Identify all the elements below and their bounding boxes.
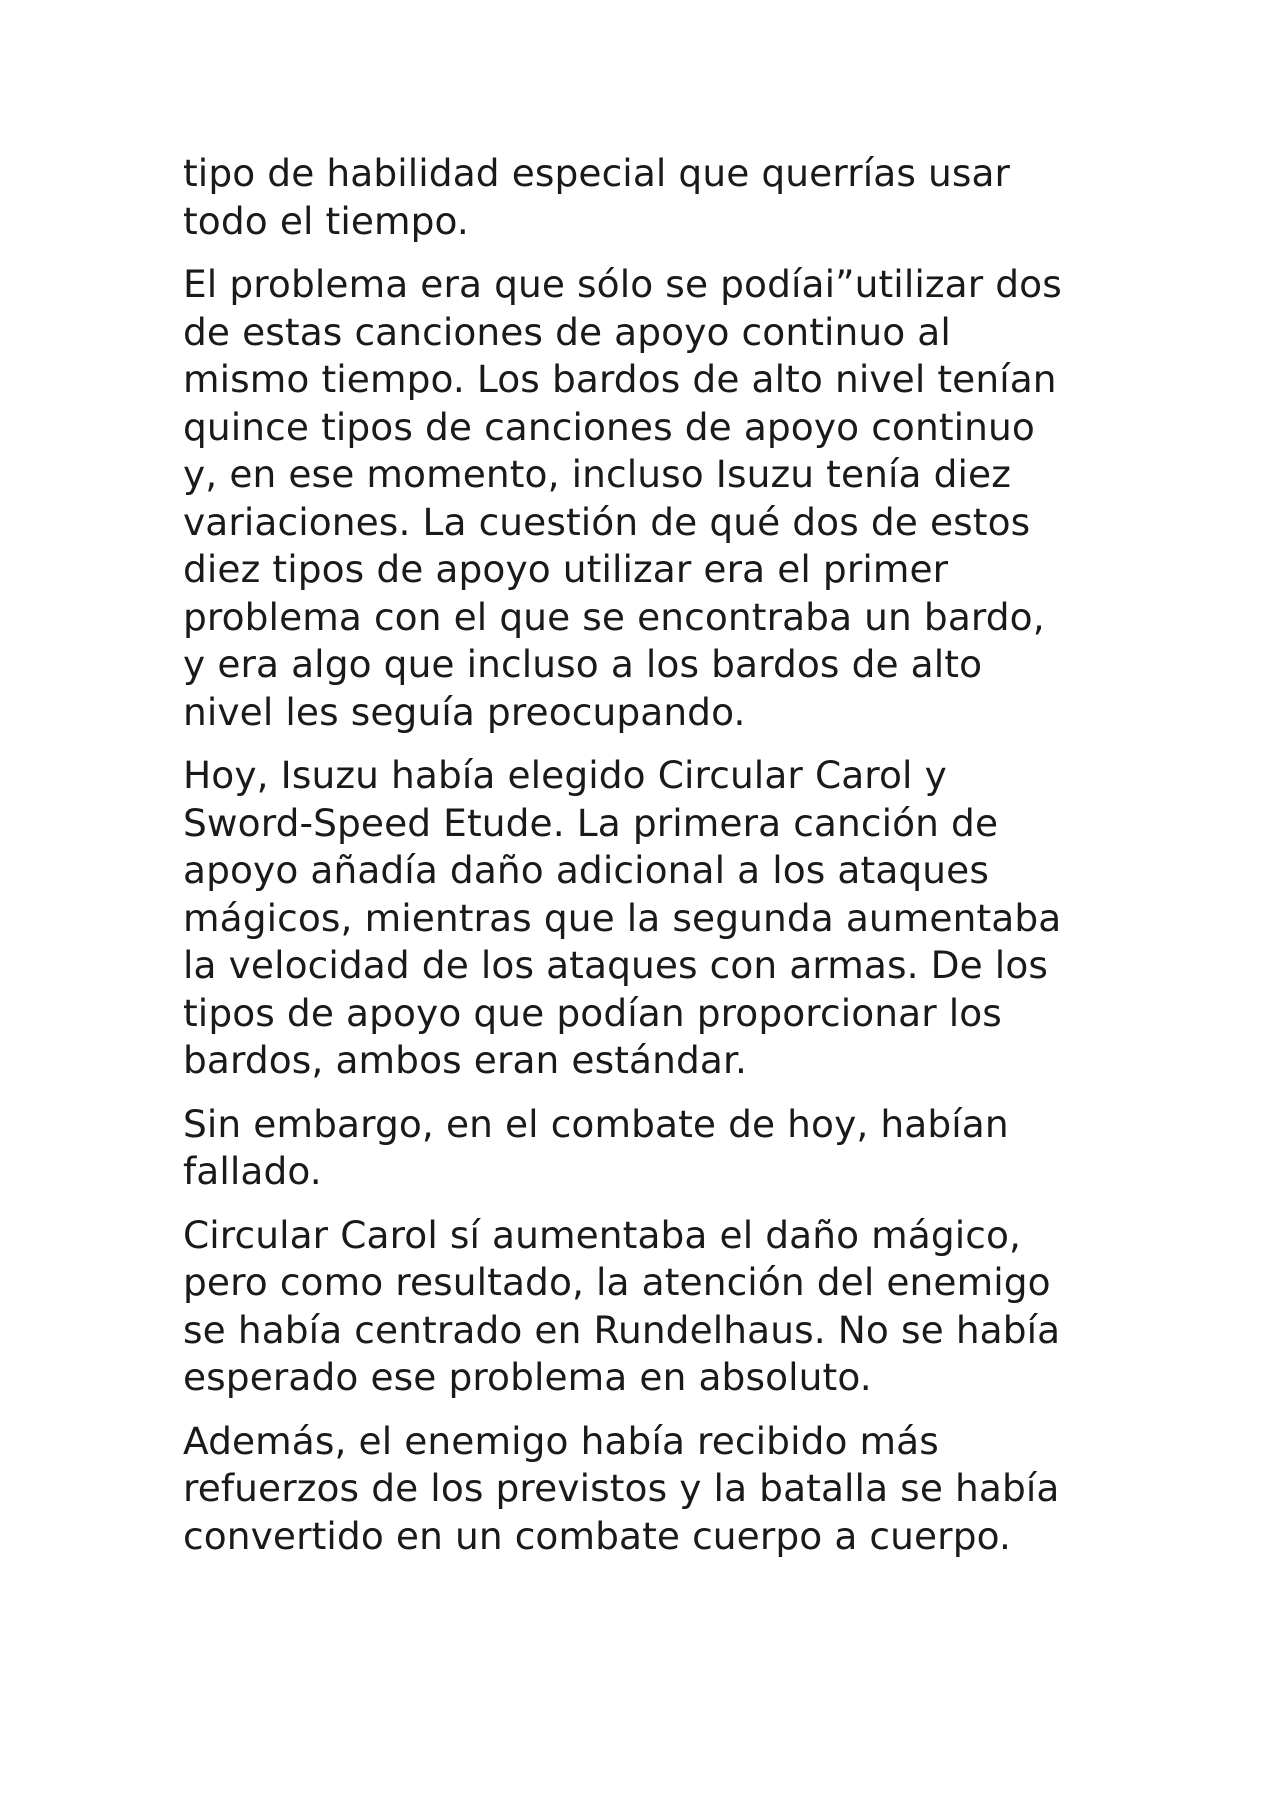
paragraph-1 xyxy=(183,150,1113,245)
text-line: mismo tiempo. Los bardos de alto nivel tenían xyxy=(183,357,1057,401)
text-line: Además, el enemigo había recibido más xyxy=(183,1418,939,1463)
text-line: apoyo añadía daño adicional a los ataques xyxy=(183,848,989,892)
text-line: fallado. xyxy=(183,1149,322,1193)
text-line: nivel les seguía preocupando. xyxy=(183,689,746,734)
text-line: bardos, ambos eran estándar. xyxy=(183,1038,748,1082)
text-line: quince tipos de canciones de apoyo continuo xyxy=(183,404,1035,449)
text-line: Sword-Speed Etude. La primera canción de xyxy=(183,800,999,845)
text-line: Circular Carol sí aumentaba el daño mágico, xyxy=(183,1212,1022,1257)
text-line: la velocidad de los ataques con armas. De los xyxy=(183,943,1049,987)
text-line: convertido en un combate cuerpo a cuerpo. xyxy=(183,1513,1012,1558)
text-line: todo el tiempo. xyxy=(183,198,469,243)
text-line: Hoy, Isuzu había elegido Circular Carol y xyxy=(183,753,947,797)
text-line: tipo de habilidad especial que querrías usar xyxy=(183,151,1011,195)
body-text xyxy=(183,150,1113,1576)
text-line: esperado ese problema en absoluto. xyxy=(183,1355,872,1399)
paragraph-4 xyxy=(183,1101,1113,1196)
text-line: tipos de apoyo que podían proporcionar los xyxy=(183,990,1002,1035)
paragraph-2 xyxy=(183,261,1113,736)
text-line: El problema era que sólo se podíai”utilizar dos xyxy=(183,262,1062,306)
text-line: mágicos, mientras que la segunda aumentaba xyxy=(183,895,1062,940)
text-line: pero como resultado, la atención del enemigo xyxy=(183,1260,1051,1304)
text-line: y, en ese momento, incluso Isuzu tenía diez xyxy=(183,452,1011,496)
text-line: problema con el que se encontraba un bardo, xyxy=(183,594,1045,639)
paragraph-5 xyxy=(183,1212,1113,1402)
paragraph-6 xyxy=(183,1418,1113,1561)
text-line: se había centrado en Rundelhaus. No se había xyxy=(183,1307,1061,1352)
text-line: refuerzos de los previstos y la batalla se había xyxy=(183,1466,1060,1510)
text-line: variaciones. La cuestión de qué dos de estos xyxy=(183,499,1031,544)
text-line: diez tipos de apoyo utilizar era el primer xyxy=(183,547,949,591)
text-line: Sin embargo, en el combate de hoy, habían xyxy=(183,1101,1009,1146)
text-line: de estas canciones de apoyo continuo al xyxy=(183,309,951,354)
paragraph-3 xyxy=(183,752,1113,1085)
text-line: y era algo que incluso a los bardos de alto xyxy=(183,642,983,686)
